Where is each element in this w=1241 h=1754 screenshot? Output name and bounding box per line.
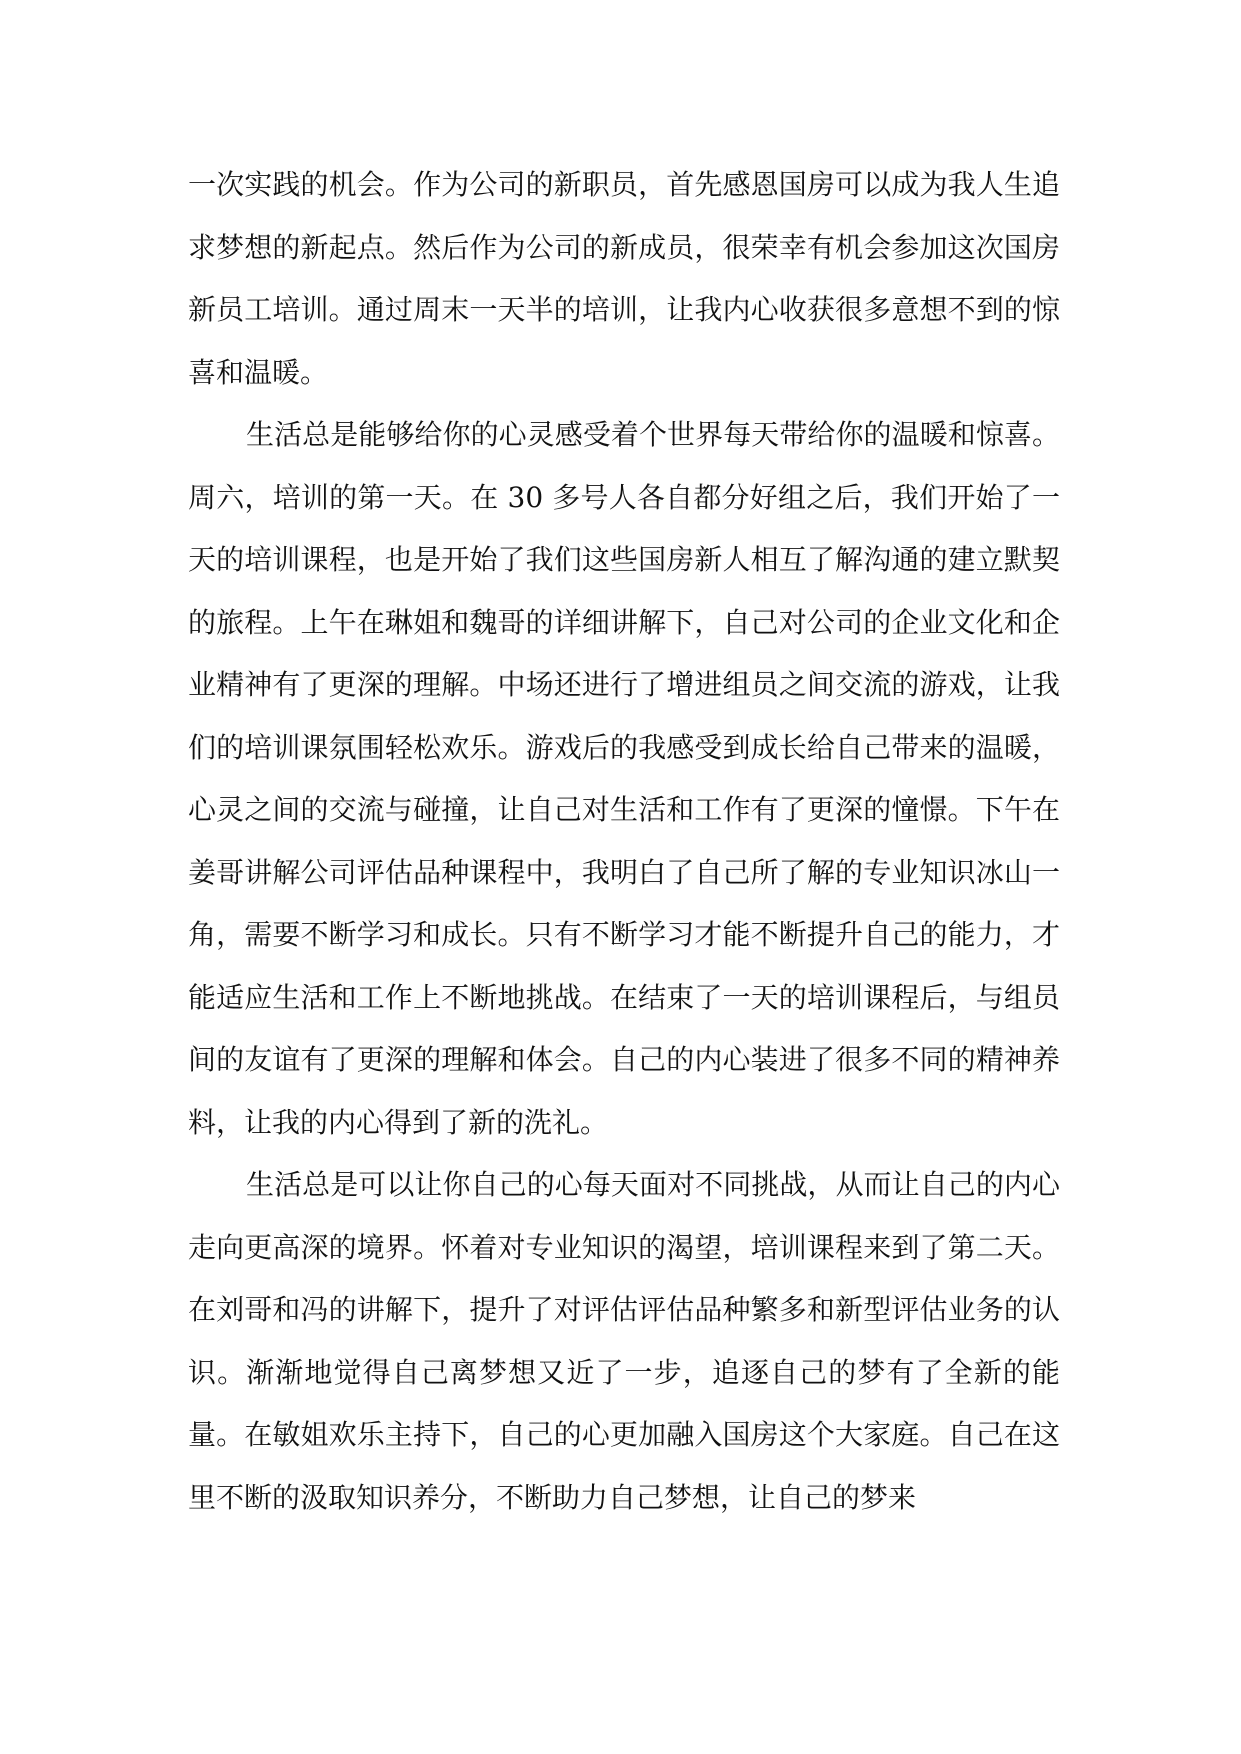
paragraph-3: 生活总是可以让你自己的心每天面对不同挑战，从而让自己的内心走向更高深的境界。怀着对专业知识的渴望，培训课程来到了第二天。在刘哥和冯的讲解下，提升了对评估评估品种繁多和新型评估业务的认识。渐渐地觉得自己离梦想又近了一步，追逐自己的梦有了全新的能量。在敏姐欢乐主持下，自己的心更加融入国房这个大家庭。自己在这里不断的汲取知识养分，不断助力自己梦想，让自己的梦来 [188,1168,1060,1514]
paragraph-1: 一次实践的机会。作为公司的新职员，首先感恩国房可以成为我人生追求梦想的新起点。然后作为公司的新成员，很荣幸有机会参加这次国房新员工培训。通过周末一天半的培训，让我内心收获很多意想不到的惊喜和温暖。 [188,168,1060,389]
body-text [188,154,1060,1529]
paragraph-2: 生活总是能够给你的心灵感受着个世界每天带给你的温暖和惊喜。周六，培训的第一天。在 30 多号人各自都分好组之后，我们开始了一天的培训课程，也是开始了我们这些国房新人相互了解沟通的建立默契的旅程。上午在琳姐和魏哥的详细讲解下，自己对公司的企业文化和企业精神有了更深的理解。中场还进行了增进组员之间交流的游戏，让我们的培训课氛围轻松欢乐。游戏后的我感受到成长给自己带来的温暖，心灵之间的交流与碰撞，让自己对生活和工作有了更深的憧憬。下午在姜哥讲解公司评估品种课程中，我明白了自己所了解的专业知识冰山一角，需要不断学习和成长。只有不断学习才能不断提升自己的能力，才能适应生活和工作上不断地挑战。在结束了一天的培训课程后，与组员间的友谊有了更深的理解和体会。自己的内心装进了很多不同的精神养料，让我的内心得到了新的洗礼。 [188,418,1060,1139]
